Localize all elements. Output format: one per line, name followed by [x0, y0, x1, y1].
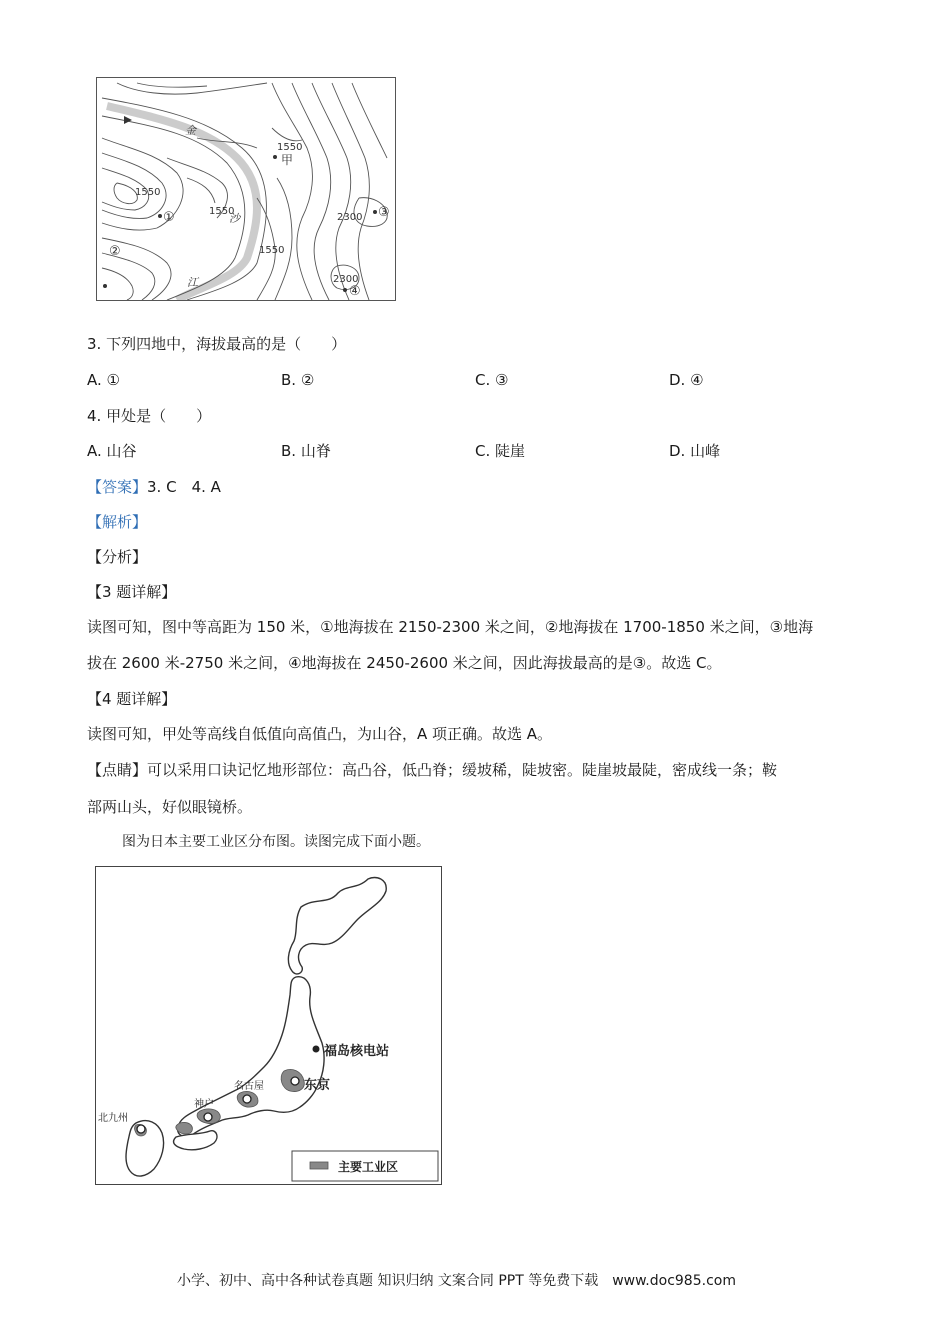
tip-text: 可以采用口诀记忆地形部位：高凸谷，低凸脊；缓坡稀，陡坡密。陡崖坡最陡，密成线一条；鞍 [147, 761, 778, 779]
q4-option-b: B. 山脊 [281, 442, 331, 460]
q3-option-a: A. ① [87, 371, 120, 389]
elevation-label: 2300 [337, 212, 363, 223]
elevation-label: 1550 [209, 206, 235, 217]
answer-text: 3. C 4. A [147, 478, 221, 496]
q3-option-d: D. ④ [669, 371, 704, 389]
answer-line [87, 477, 221, 497]
marker-1: ① [163, 210, 175, 225]
marker-2: ② [109, 244, 121, 259]
q4-option-c: C. 陡崖 [475, 442, 526, 460]
q4-stem: 4. 甲处是（ ） [87, 407, 212, 425]
q3-detail-line1: 读图可知，图中等高距为 150 米，①地海拔在 2150-2300 米之间，②地海拔在 1700-1850 米之间，③地海 [87, 618, 814, 636]
answer-tag: 【答案】 [87, 478, 148, 496]
page-footer: 小学、初中、高中各种试卷真题 知识归纳 文案合同 PPT 等免费下载 www.doc985.com [177, 1273, 736, 1289]
q3-stem: 3. 下列四地中，海拔最高的是（ ） [87, 335, 347, 353]
kobe-label: 神户 [194, 1099, 214, 1110]
q3-detail-tag: 【3 题详解】 [87, 583, 177, 601]
kyushu-label: 北九州 [98, 1113, 128, 1124]
q4-option-a: A. 山谷 [87, 442, 137, 460]
marker-3: ③ [378, 205, 390, 220]
contour-lines [97, 78, 395, 300]
elevation-label: 1550 [135, 187, 161, 198]
tip-line2: 部两山头，好似眼镜桥。 [87, 798, 253, 816]
japan-outline [96, 867, 441, 1184]
river-label: 金 [185, 124, 196, 137]
place-jia-label: 甲 [281, 153, 294, 167]
q4-detail-line1: 读图可知，甲处等高线自低值向高值凸，为山谷，A 项正确。故选 A。 [87, 725, 553, 743]
marker-4: ④ [349, 284, 361, 299]
analysis-tag: 【解析】 [87, 513, 148, 531]
legend-label: 主要工业区 [338, 1160, 399, 1174]
river-label: 沙 [229, 212, 240, 225]
legend-swatch [310, 1162, 328, 1169]
q3-option-c: C. ③ [475, 371, 509, 389]
river-label: 江 [187, 276, 198, 289]
tip-line1 [87, 760, 777, 780]
elevation-label: 1550 [277, 142, 303, 153]
tip-tag: 【点睛】 [87, 761, 148, 779]
topographic-map [96, 77, 396, 301]
q4-option-d: D. 山峰 [669, 442, 721, 460]
q4-detail-tag: 【4 题详解】 [87, 690, 177, 708]
elevation-label: 1550 [259, 245, 285, 256]
analysis-sub-tag: 【分析】 [87, 548, 148, 566]
intro-text: 图为日本主要工业区分布图。读图完成下面小题。 [122, 834, 430, 850]
japan-industrial-map [95, 866, 442, 1185]
nagoya-label: 名古屋 [234, 1081, 264, 1092]
q3-option-b: B. ② [281, 371, 315, 389]
tokyo-label: 东京 [304, 1078, 331, 1093]
elevation-label: 2300 [333, 274, 359, 285]
q3-detail-line2: 拔在 2600 米-2750 米之间，④地海拔在 2450-2600 米之间，因此海拔最高的是③。故选 C。 [87, 654, 722, 672]
fukushima-label: 福岛核电站 [324, 1044, 390, 1059]
